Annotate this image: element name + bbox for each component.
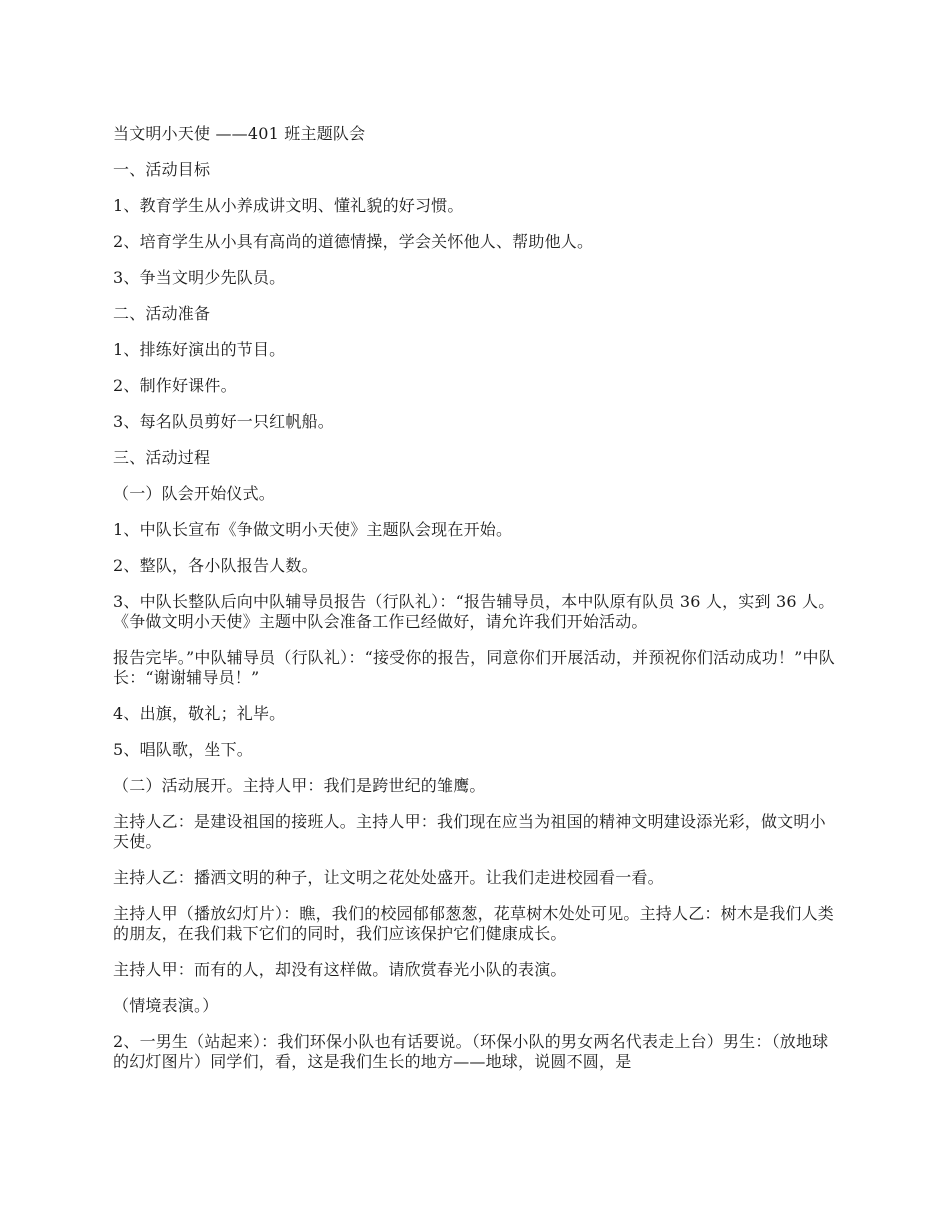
paragraph: 1、排练好演出的节目。: [113, 340, 286, 359]
paragraph: 2、整队，各小队报告人数。: [113, 556, 318, 575]
paragraph: 主持人乙：播洒文明的种子，让文明之花处处盛开。让我们走进校园看一看。: [113, 868, 664, 887]
paragraph: （情境表演。）: [113, 996, 219, 1015]
paragraph: 5、唱队歌，坐下。: [113, 740, 253, 759]
document-body: [113, 124, 837, 1088]
paragraph: 4、出旗，敬礼；礼毕。: [113, 704, 286, 723]
paragraph: 报告完毕。”中队辅导员（行队礼）：“接受你的报告，同意你们开展活动，并预祝你们活动成功！”中队长：“谢谢辅导员！”: [113, 648, 835, 687]
subsection-heading-activity: （二）活动展开。主持人甲：我们是跨世纪的雏鹰。: [113, 776, 486, 795]
section-heading-preparation: 二、活动准备: [113, 304, 211, 323]
subsection-heading-opening: （一）队会开始仪式。: [113, 484, 276, 503]
paragraph: 3、争当文明少先队员。: [113, 268, 286, 287]
section-heading-process: 三、活动过程: [113, 448, 211, 467]
paragraph: 2、一男生（站起来）：我们环保小队也有话要说。（环保小队的男女两名代表走上台）男生：（放地球的幻灯图片）同学们，看，这是我们生长的地方——地球，说圆不圆，是: [113, 1032, 829, 1071]
paragraph: 3、中队长整队后向中队辅导员报告（行队礼）：“报告辅导员，本中队原有队员 36 人，实到 36 人。《争做文明小天使》主题中队会准备工作已经做好，请允许我们开始活动。: [113, 592, 835, 631]
paragraph: 1、中队长宣布《争做文明小天使》主题队会现在开始。: [113, 520, 513, 539]
paragraph: 主持人甲：而有的人，却没有这样做。请欣赏春光小队的表演。: [113, 960, 567, 979]
paragraph: 2、制作好课件。: [113, 376, 237, 395]
section-heading-goals: 一、活动目标: [113, 160, 211, 179]
paragraph: 3、每名队员剪好一只红帆船。: [113, 412, 334, 431]
paragraph: 主持人甲（播放幻灯片）：瞧，我们的校园郁郁葱葱，花草树木处处可见。主持人乙：树木是我们人类的朋友，在我们栽下它们的同时，我们应该保护它们健康成长。: [113, 904, 835, 943]
paragraph: 主持人乙：是建设祖国的接班人。主持人甲：我们现在应当为祖国的精神文明建设添光彩，做文明小天使。: [113, 812, 826, 851]
document-title: 当文明小天使 ——401 班主题队会: [113, 124, 366, 143]
paragraph: 2、培育学生从小具有高尚的道德情操，学会关怀他人、帮助他人。: [113, 232, 594, 251]
paragraph: 1、教育学生从小养成讲文明、懂礼貌的好习惯。: [113, 196, 464, 215]
